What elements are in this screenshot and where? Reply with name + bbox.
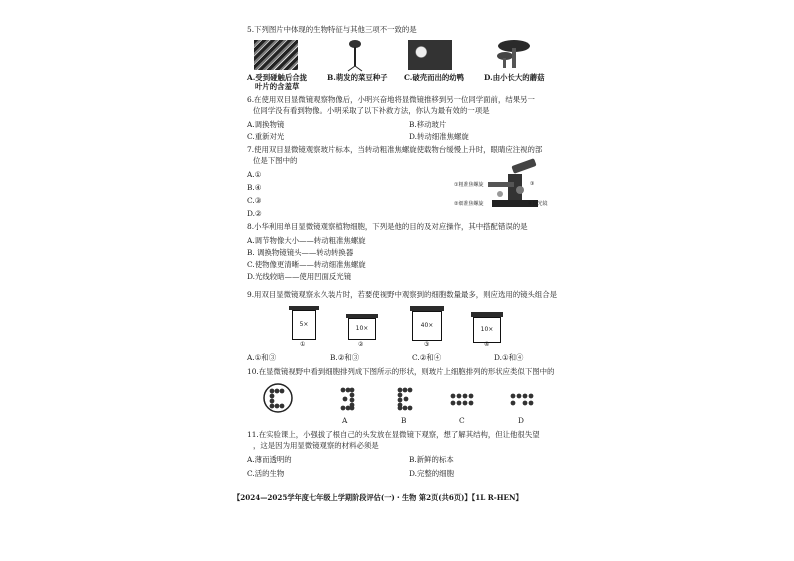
- field-of-view: [262, 382, 294, 414]
- lens-3-num: ③: [424, 341, 430, 348]
- q10-label-d: D: [518, 416, 524, 425]
- q7-fig-label-4: ④反光镜: [528, 201, 548, 207]
- q10-label-a: A: [342, 416, 348, 425]
- q10-label-c: C: [459, 416, 465, 425]
- q8-stem: 8.小华利用单目显微镜观察植物细胞，下列是他的目的及对应操作，其中搭配错误的是: [247, 222, 528, 231]
- q5-option-a-line2: 叶片的含羞草: [255, 82, 300, 91]
- q6-option-d: D.转动细准焦螺旋: [409, 132, 469, 141]
- q7-option-c: C.③: [247, 196, 262, 205]
- q5-stem: 5.下列图片中体现的生物特征与其他三项不一致的是: [247, 25, 417, 34]
- q7-fig-label-1: ①粗准焦螺旋: [454, 182, 484, 188]
- q7-option-a: A.①: [247, 170, 262, 179]
- q11-option-a: A.薄而透明的: [247, 455, 292, 464]
- q10-label-b: B: [401, 416, 407, 425]
- q11-option-c: C.活的生物: [247, 469, 285, 478]
- q9-stem: 9.用双目显微镜观察永久装片时，若要使视野中观察到的细胞数量最多，则应选用的镜头组合是: [247, 290, 558, 299]
- q5-image-d: [494, 38, 534, 72]
- lens-2-num: ②: [358, 341, 364, 348]
- q7-option-d: D.②: [247, 209, 262, 218]
- q5-option-c: C.破壳而出的幼鸭: [404, 73, 465, 82]
- q9-option-b: B.②和③: [330, 353, 360, 362]
- q11-option-d: D.完整的细胞: [409, 469, 454, 478]
- q5-image-b: [340, 38, 370, 72]
- lens-1-mag: 5×: [292, 310, 316, 340]
- q9-option-a: A.①和③: [247, 353, 277, 362]
- page-footer: 【2024—2025学年度七年级上学期阶段评估(一)・生物 第2页(共6页)】【1L R-HEN】: [233, 493, 523, 502]
- lens-4-mag: 10×: [473, 317, 501, 343]
- q6-stem-line2: 位同学没有看到物像。小明采取了以下补救方法，你认为最有效的一项是: [253, 106, 490, 115]
- cell-pattern-c: [450, 392, 474, 408]
- q11-stem-line2: ，这是因为用显微镜观察的材料必须是: [253, 441, 379, 450]
- q8-option-c: C.使物像更清晰——转动细准焦螺旋: [247, 260, 366, 269]
- q10-stem: 10.在显微镜视野中看到细胞排列成下图所示的形状，则玻片上细胞排列的形状应类似下图中的: [247, 367, 555, 376]
- cell-pattern-a: [339, 387, 355, 411]
- q9-option-c: C.②和④: [412, 353, 442, 362]
- lens-2-mag: 10×: [348, 318, 376, 340]
- q5-image-a: [254, 40, 298, 70]
- q6-option-b: B.移动玻片: [409, 120, 447, 129]
- q5-image-c: [408, 40, 452, 70]
- q8-option-a: A.调节物像大小——转动粗准焦螺旋: [247, 236, 366, 245]
- q6-stem-line1: 6.在使用双目显微镜观察物像后，小明兴奋地将显微镜推移到另一位同学面前，结果另一: [247, 95, 535, 104]
- q6-option-c: C.重新对光: [247, 132, 285, 141]
- q7-fig-label-2: ②细准焦螺旋: [454, 201, 484, 207]
- q7-stem-line1: 7.使用双目显微镜观察玻片标本，当转动粗准焦螺旋使载物台缓慢上升时，眼睛应注视的部: [247, 145, 543, 154]
- q7-fig-label-3: ③: [530, 181, 535, 187]
- lens-1-num: ①: [300, 341, 306, 348]
- q5-option-b: B.萌发的菜豆种子: [327, 73, 388, 82]
- q7-stem-line2: 位是下图中的: [253, 156, 298, 165]
- q8-option-b: B. 调换物镜镜头——转动转换器: [247, 248, 354, 257]
- q11-stem-line1: 11.在实验课上，小强拔了根自己的头发放在显微镜下观察，想了解其结构，但让他很失望: [247, 430, 540, 439]
- q8-option-d: D.光线较暗——使用凹面反光镜: [247, 272, 352, 281]
- q11-option-b: B.新鲜的标本: [409, 455, 454, 464]
- cell-pattern-d: [510, 392, 534, 408]
- cell-pattern-b: [397, 387, 413, 411]
- q6-option-a: A.调换物镜: [247, 120, 285, 129]
- q5-option-d: D.由小长大的蘑菇: [484, 73, 545, 82]
- q5-option-a-line1: A.受到碰触后合拢: [247, 73, 308, 82]
- lens-4-num: ④: [484, 341, 490, 348]
- lens-3-mag: 40×: [412, 311, 442, 341]
- q9-option-d: D.①和④: [494, 353, 524, 362]
- q7-option-b: B.④: [247, 183, 262, 192]
